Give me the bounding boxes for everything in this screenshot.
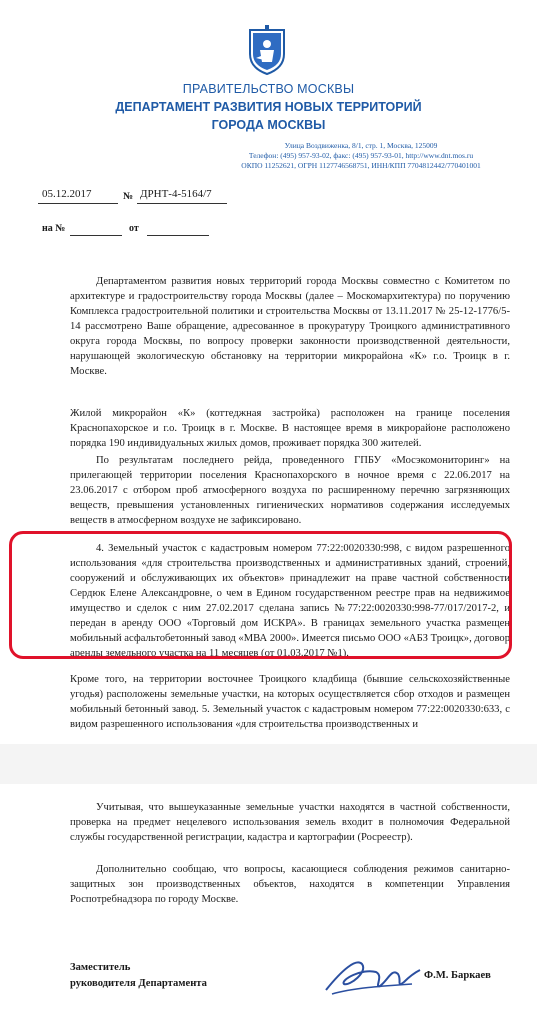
document-number: ДРНТ-4-5164/7 xyxy=(140,188,212,200)
signatory-name: Ф.М. Баркаев xyxy=(424,970,491,981)
reference-number-label: на № xyxy=(42,223,66,234)
document-date: 05.12.2017 xyxy=(42,188,92,200)
number-label: № xyxy=(123,191,134,202)
paragraph-microdistrict: Жилой микрорайон «К» (коттеджная застройка) расположен на границе поселения Краснопахорское и г.о. Троицк в г. Москве. В настоящее время в микрорайоне расположено порядка 190 индивидуальных жилых домов, проживает порядка 300 жителей. xyxy=(70,408,510,449)
signatory-title-line1: Заместитель xyxy=(70,962,131,973)
government-title: ПРАВИТЕЛЬСТВО МОСКВЫ xyxy=(182,82,355,96)
paragraph-intro: Департаментом развития новых территорий города Москвы совместно с Комитетом по архитектуре и градостроительству города Москвы (далее – Москомархитектура) по поручению Комплекса градостроительной политики и строительства Москвы от 13.11.2017 № 25-12-1776/5-14 рассмотрено Ваше обращение, адресованное в прокуратуру Троицкого административного округа города Москвы, по вопросу проверки законности производственной деятельности, нарушающей экологическую обстановку на территории микрорайона «К» г.о. Троицк в г. Москве. xyxy=(70,276,510,377)
paragraph-sanitary-zones: Дополнительно сообщаю, что вопросы, касающиеся соблюдения режимов санитарно-защитных зон производственных объектов, находятся в компетенции Управления Роспотребнадзора по городу Москве. xyxy=(70,864,510,905)
page-break-band xyxy=(0,744,537,784)
department-address: Улица Воздвиженка, 8/1, стр. 1, Москва, 125009 xyxy=(284,141,438,150)
highlight-frame xyxy=(9,531,512,659)
paragraph-private-ownership: Учитывая, что вышеуказанные земельные участки находятся в частной собственности, проверка на предмет нецелевого использования земель входит в полномочия Федеральной службы государственной регистрации, кадастра и картографии (Росреестр). xyxy=(70,802,510,843)
reference-date-underline xyxy=(147,235,209,236)
department-title-city: ГОРОДА МОСКВЫ xyxy=(211,118,326,132)
paragraph-land-plot-4: 4. Земельный участок с кадастровым номером 77:22:0020330:998, с видом разрешенного использования «для строительства производственных и административных зданий, строений, сооружений и обслуживающих их объектов» принадлежит на праве частной собственности Сердюк Елене Александровне, о чем в Едином государственном реестре прав на недвижимое имущество и сделок с ним 27.02.2017 сделана запись №77:22:0020330:998-77/017/2017-2, и передан в аренду ООО «Торговый дом ИСКРА». В границах земельного участка размещен мобильный асфальтобетонный завод «МВА 2000». Имеется письмо ООО «АБЗ Троицк», договор аренды земельного участка на 11 месяцев (от 01.03.2017 №1). xyxy=(70,543,510,659)
department-phone: Телефон: (495) 957-93-02, факс: (495) 957-93-01, http://www.dnt.mos.ru xyxy=(248,151,474,160)
date-underline xyxy=(38,203,118,204)
department-codes: ОКПО 11252621, ОГРН 1127746568751, ИНН/КПП 7704812442/770401001 xyxy=(241,161,481,170)
number-underline xyxy=(137,203,227,204)
department-title: ДЕПАРТАМЕНТ РАЗВИТИЯ НОВЫХ ТЕРРИТОРИЙ xyxy=(115,100,422,114)
moscow-coat-of-arms-icon xyxy=(244,24,290,76)
handwritten-signature xyxy=(322,950,422,1000)
paragraph-monitoring: По результатам последнего рейда, проведенного ГПБУ «Мосэкомониторинг» на прилегающей территории поселения Краснопахорского в ночное время с 22.06.2017 на 23.06.2017 с отбором проб атмосферного воздуха по расширенному перечню загрязняющих веществ, превышения установленных гигиенических нормативов содержания исследуемых веществ в атмосферном воздухе не зафиксировано. xyxy=(70,455,510,526)
paragraph-land-plot-5: Кроме того, на территории восточнее Троицкого кладбища (бывшие сельскохозяйственные угодья) расположены земельные участки, на которых осуществляется сбор отходов и размещен мобильный бетонный завод. 5. Земельный участок с кадастровым номером 77:22:0020330:633, с видом разрешенного использования «для строительства производственных и xyxy=(70,674,510,730)
signatory-title-line2: руководителя Департамента xyxy=(70,978,207,989)
reference-number-underline xyxy=(70,235,122,236)
reference-date-label: от xyxy=(129,223,139,234)
